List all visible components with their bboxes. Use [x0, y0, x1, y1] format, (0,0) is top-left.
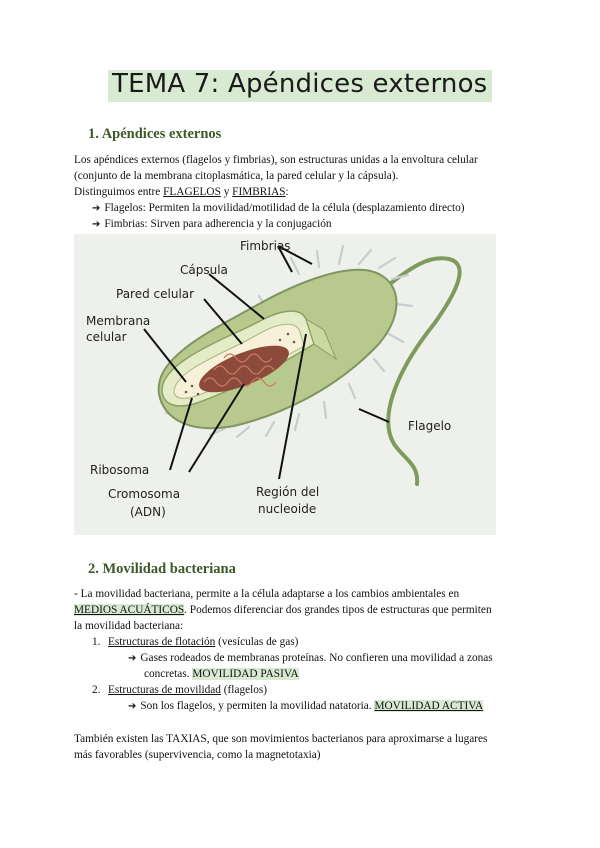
- item-1-rest: (vesículas de gas): [215, 636, 299, 648]
- movilidad-pasiva-tag: MOVILIDAD PASIVA: [192, 668, 299, 680]
- bullet-fimbrias: [92, 216, 332, 233]
- bullet-flagelos: [92, 200, 465, 217]
- label-fimbrias: Fimbrias: [240, 239, 291, 253]
- flotacion-sub-line-1: [128, 650, 493, 667]
- label-capsula: Cápsula: [180, 263, 228, 277]
- item-1-number: 1.: [92, 636, 101, 648]
- item-2-term: Estructuras de movilidad: [108, 684, 221, 696]
- list-item-movilidad: [92, 682, 267, 698]
- distinguish-prefix: Distinguimos entre: [74, 186, 164, 198]
- list-item-flotacion: [92, 634, 298, 650]
- bullet-fimbrias-text: Fimbrias: Sirven para adherencia y la conjugación: [104, 218, 332, 230]
- arrow-icon: ➔: [128, 653, 137, 664]
- label-flagelo: Flagelo: [408, 419, 452, 433]
- section-1-paragraph-line-1: Los apéndices externos (flagelos y fimbrias), son estructuras unidas a la envoltura celular: [74, 154, 478, 166]
- section-1-heading: 1. Apéndices externos: [88, 126, 222, 142]
- label-cromosoma-line-1: Cromosoma: [108, 487, 181, 501]
- medios-acuaticos-term: MEDIOS ACUÁTICOS: [74, 604, 185, 616]
- arrow-icon: ➔: [92, 203, 101, 214]
- page-title: TEMA 7: Apéndices externos: [112, 69, 488, 99]
- fimbrias-term: FIMBRIAS: [232, 186, 286, 198]
- distinguish-mid: y: [220, 186, 233, 198]
- arrow-icon: ➔: [128, 701, 137, 712]
- movilidad-activa-tag: MOVILIDAD ACTIVA: [374, 700, 484, 712]
- label-pared-celular: Pared celular: [116, 287, 195, 301]
- item-2-number: 2.: [92, 684, 101, 696]
- taxias-line-2: más favorables (supervivencia, como la magnetotaxia): [74, 749, 321, 761]
- label-region-line-2: nucleoide: [258, 502, 317, 516]
- label-region-line-1: Región del: [256, 485, 320, 499]
- section-2-intro-line-3: la movilidad bacteriana:: [74, 620, 184, 632]
- label-ribosoma: Ribosoma: [90, 463, 150, 477]
- movilidad-sub-line: [128, 698, 483, 715]
- item-2-rest: (flagelos): [220, 684, 268, 696]
- taxias-line-1: También existen las TAXIAS, que son movimientos bacterianos para aproximarse a lugares: [74, 733, 488, 745]
- bacteria-diagram: [74, 234, 496, 535]
- flagelos-term: FLAGELOS: [163, 186, 221, 198]
- flotacion-sub-text-2: concretas.: [144, 668, 193, 680]
- bacteria-illustration: [74, 234, 496, 535]
- section-1-paragraph-line-2: (conjunto de la membrana citoplasmática, la pared celular y la cápsula).: [74, 170, 399, 182]
- flotacion-sub-text-1: Gases rodeados de membranas proteínas. No confieren una movilidad a zonas: [140, 652, 493, 664]
- label-membrana-line-1: Membrana: [86, 314, 151, 328]
- label-cromosoma-line-2: (ADN): [130, 505, 166, 519]
- label-membrana-line-2: celular: [86, 330, 127, 344]
- distinguish-line: [74, 184, 289, 200]
- section-2-intro-line-2: [74, 602, 492, 618]
- bullet-flagelos-text: Flagelos: Permiten la movilidad/motilidad de la célula (desplazamiento directo): [104, 202, 465, 214]
- distinguish-end: :: [285, 186, 289, 198]
- section-2-intro-line-1: - La movilidad bacteriana, permite a la célula adaptarse a los cambios ambientales en: [74, 588, 460, 600]
- flotacion-sub-line-2: [144, 666, 299, 682]
- arrow-icon: ➔: [92, 219, 101, 230]
- intro-line-2-rest: . Podemos diferenciar dos grandes tipos de estructuras que permiten: [184, 604, 492, 616]
- item-1-term: Estructuras de flotación: [108, 636, 216, 648]
- section-2-heading: 2. Movilidad bacteriana: [88, 561, 236, 577]
- movilidad-sub-text: Son los flagelos, y permiten la movilidad natatoria.: [140, 700, 375, 712]
- page-title-box: [108, 70, 492, 102]
